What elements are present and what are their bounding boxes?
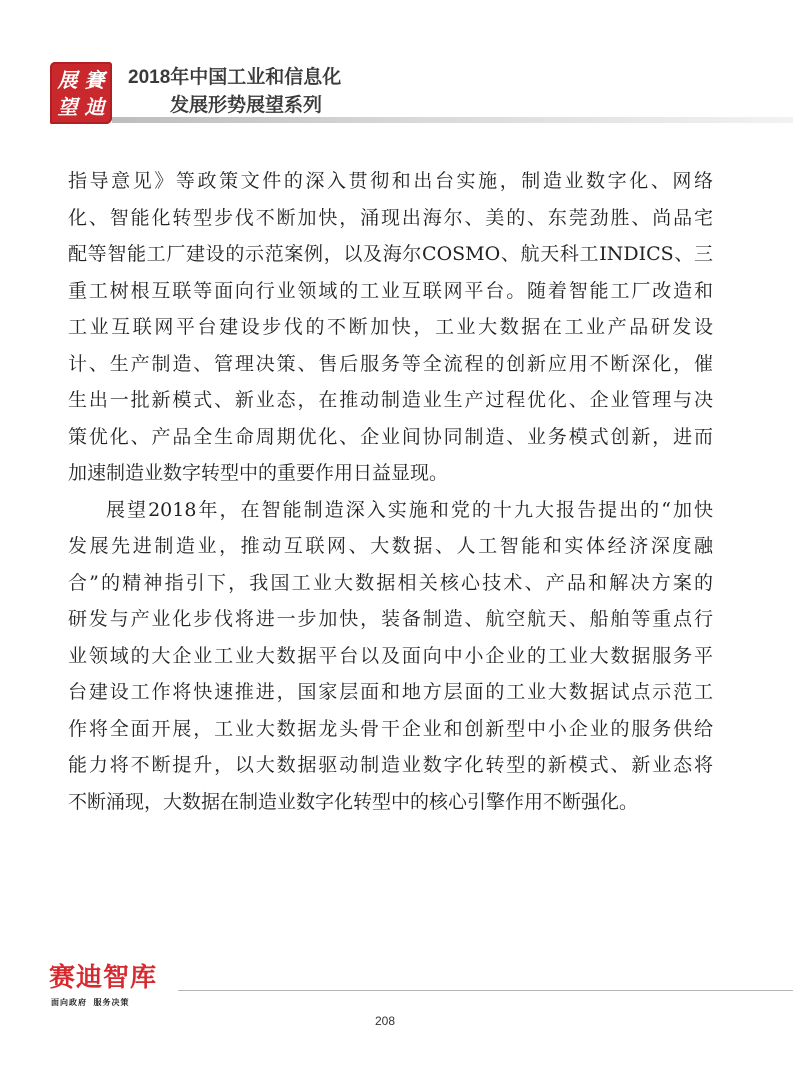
- text-line: 生出一批新模式、新业态，在推动制造业生产过程优化、企业管理与决: [68, 389, 713, 411]
- text-line: 不断涌现，大数据在制造业数字化转型中的核心引擎作用不断强化。: [68, 790, 639, 813]
- seal-char: 展: [57, 67, 78, 92]
- text-line: 研发与产业化步伐将进一步加快，装备制造、航空航天、船舶等重点行: [68, 608, 713, 630]
- text-line: 指导意见》等政策文件的深入贯彻和出台实施，制造业数字化、网络: [68, 170, 713, 192]
- seal-char: 賽: [84, 67, 105, 92]
- text-line: 作将全面开展，工业大数据龙头骨干企业和创新型中小企业的服务供给: [68, 717, 713, 740]
- text-line: 能力将不断提升，以大数据驱动制造业数字化转型的新模式、新业态将: [68, 754, 713, 776]
- text-line: 计、生产制造、管理决策、售后服务等全流程的创新应用不断深化，催: [68, 352, 713, 375]
- header-title-line2: 发展形势展望系列: [170, 95, 323, 116]
- text-line: 台建设工作将快速推进，国家层面和地方层面的工业大数据试点示范工: [68, 681, 713, 703]
- body-text: [68, 163, 713, 820]
- text-line: 合”的精神指引下，我国工业大数据相关核心技术、产品和解决方案的: [68, 571, 713, 594]
- page-number: 208: [374, 1014, 396, 1028]
- text-line: 策优化、产品全生命周期优化、企业间协同制造、业务模式创新，进而: [68, 425, 713, 448]
- text-line: 展望2018年，在智能制造深入实施和党的十九大报告提出的“加快: [106, 498, 713, 521]
- paragraph-1: [68, 163, 713, 492]
- logo-seal: [50, 62, 112, 124]
- seal-char: 迪: [84, 94, 105, 119]
- text-line: 工业互联网平台建设步伐的不断加快，工业大数据在工业产品研发设: [68, 316, 713, 338]
- seal-char: 望: [57, 94, 78, 119]
- text-line: 发展先进制造业，推动互联网、大数据、人工智能和实体经济深度融: [68, 535, 713, 557]
- text-line: 加速制造业数字转型中的重要作用日益显现。: [68, 462, 449, 484]
- header-divider-bar: [112, 117, 793, 123]
- text-line: 配等智能工厂建设的示范案例，以及海尔COSMO、航天科工INDICS、三: [68, 243, 713, 265]
- footer-slogan: 面向政府 服务决策: [51, 998, 130, 1007]
- footer-brand-logo: 赛迪智库: [49, 962, 158, 992]
- paragraph-2: [68, 492, 713, 821]
- footer-divider: [178, 990, 793, 991]
- header-title-line1: 2018年中国工业和信息化: [128, 67, 342, 88]
- text-line: 业领域的大企业工业大数据平台以及面向中小企业的工业大数据服务平: [68, 644, 713, 667]
- text-line: 重工树根互联等面向行业领域的工业互联网平台。随着智能工厂改造和: [68, 279, 713, 302]
- text-line: 化、智能化转型步伐不断加快，涌现出海尔、美的、东莞劲胜、尚品宅: [68, 206, 713, 229]
